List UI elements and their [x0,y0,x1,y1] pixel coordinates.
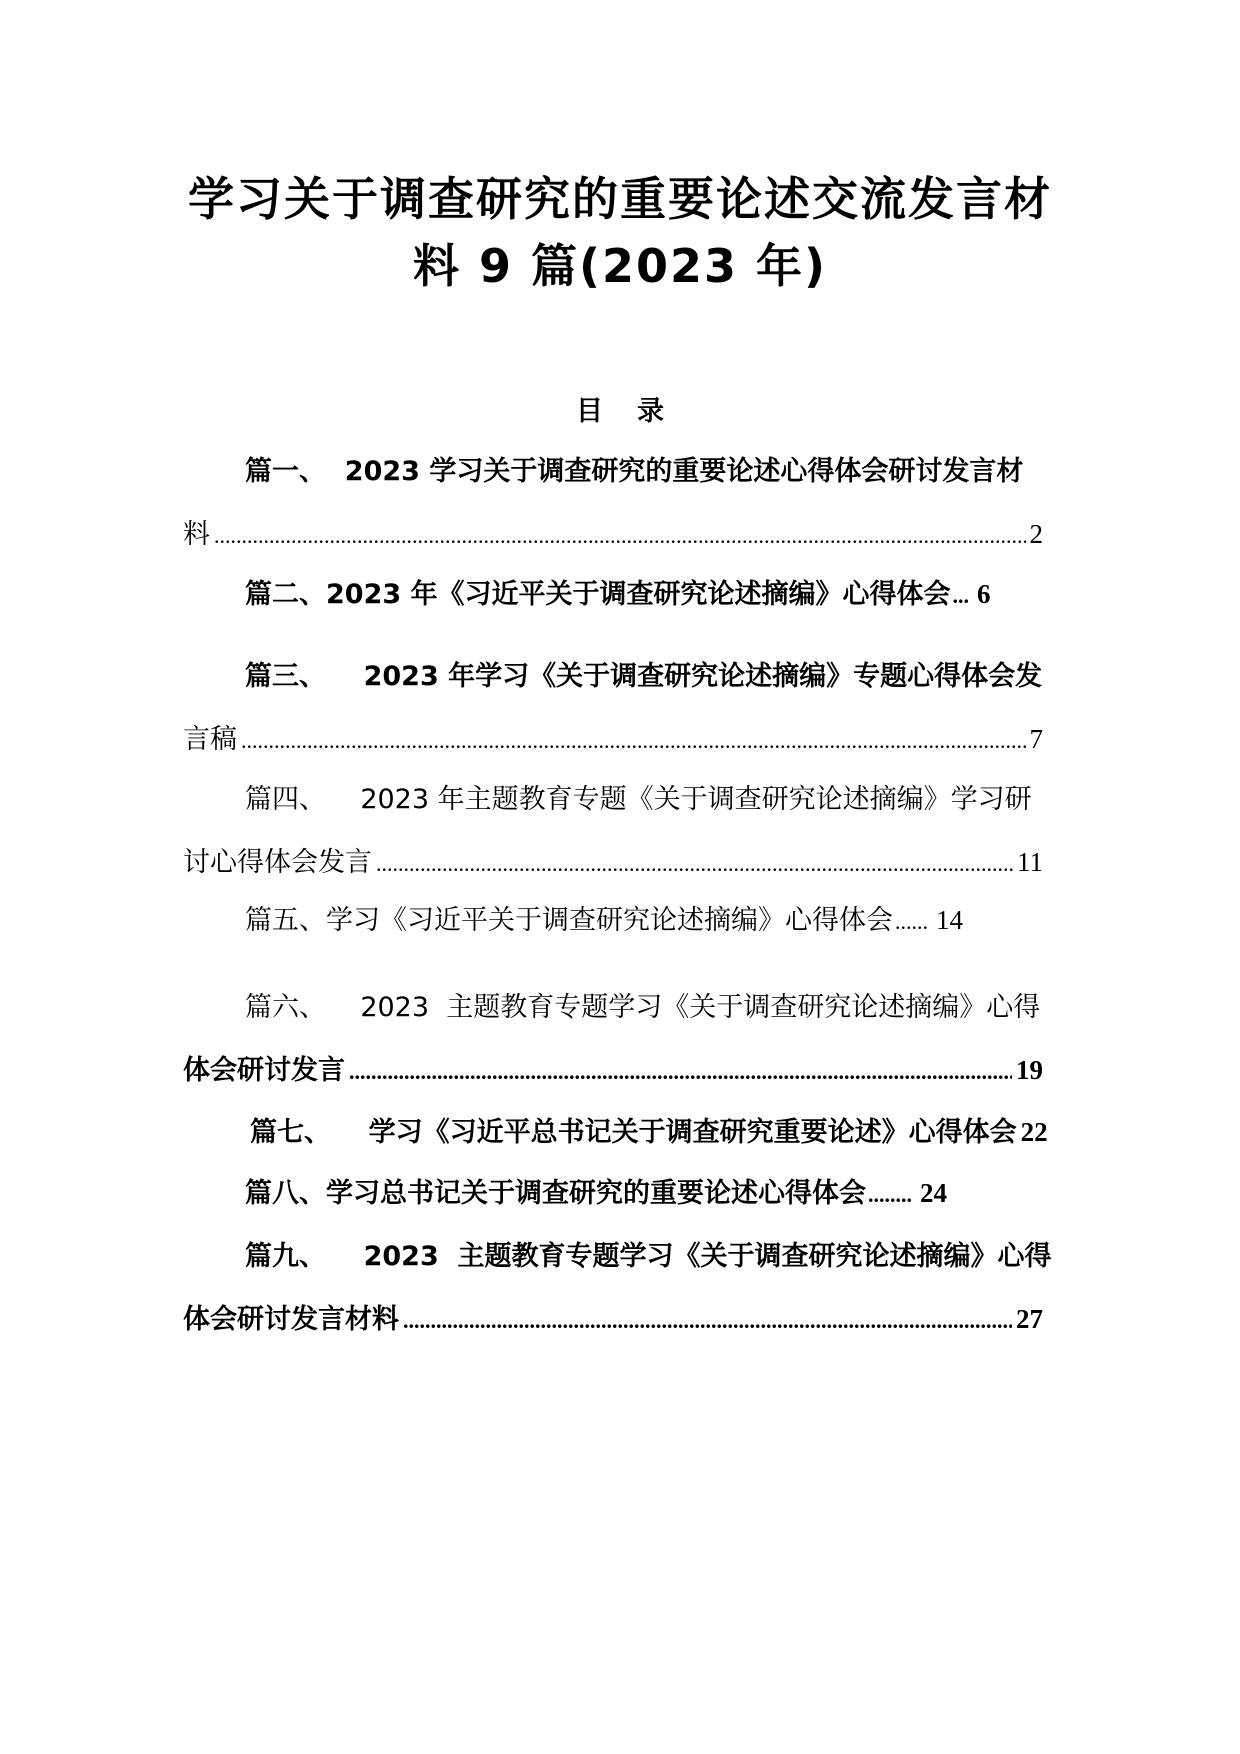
toc-entry-2[interactable]: 篇二、2023 年《习近平关于调查研究论述摘编》心得体会 ... 6 [245,577,991,611]
toc-entry-9-line-2[interactable]: 体会研讨发言材料 ..... 27 [183,1302,1043,1336]
toc-entry-3-line-2[interactable]: 言稿 ..... 7 [183,722,1043,756]
toc-entry-2-leader: ... [952,583,970,608]
toc-entry-1-line-1[interactable]: 篇一、 2023 学习关于调查研究的重要论述心得体会研讨发言材 [245,456,1024,487]
toc-entry-9-page: 27 [1016,1304,1043,1334]
toc-leader-dots [403,1304,1012,1338]
document-title-line-2: 料 9 篇(2023 年) [412,239,828,293]
toc-heading [0,398,1240,425]
toc-entry-9-line-1[interactable]: 篇九、 2023 主题教育专题学习《关于调查研究论述摘编》心得 [245,1241,1052,1272]
toc-heading-char-2: 录 [637,396,664,427]
toc-entry-4-page: 11 [1017,847,1043,877]
toc-leader-dots [241,724,1026,758]
toc-leader-dots [349,1055,1012,1089]
toc-entry-5-leader: ...... [895,909,928,934]
toc-entry-7-page: 22 [1020,1117,1048,1147]
toc-leader-dots [214,519,1026,553]
toc-entry-5-page: 14 [936,905,963,935]
document-title-line-1: 学习关于调查研究的重要论述交流发言材 [188,172,1052,226]
toc-heading-char-1: 目 [576,396,603,427]
toc-entry-2-page: 6 [977,579,991,609]
toc-entry-4-line-2[interactable]: 讨心得体会发言 ..... 11 [183,845,1043,879]
toc-entry-6-line-1[interactable]: 篇六、 2023 主题教育专题学习《关于调查研究论述摘编》心得 [245,992,1041,1023]
toc-entry-8-leader: ........ [868,1182,912,1207]
toc-leader-dots [376,847,1013,881]
toc-entry-3-page: 7 [1029,724,1043,754]
toc-entry-1-line-2[interactable]: 料 ..... 2 [183,517,1043,551]
toc-entry-1-page: 2 [1029,519,1043,549]
toc-entry-7[interactable]: 篇七、 学习《习近平总书记关于调查研究重要论述》心得体会 22 [250,1117,1048,1148]
toc-entry-6-page: 19 [1016,1055,1043,1085]
toc-entry-5[interactable]: 篇五、学习《习近平关于调查研究论述摘编》心得体会 ...... 14 [245,903,963,937]
toc-entry-8-page: 24 [920,1178,947,1208]
toc-entry-6-line-2[interactable]: 体会研讨发言 ..... 19 [183,1053,1043,1087]
toc-entry-3-line-1[interactable]: 篇三、 2023 年学习《关于调查研究论述摘编》专题心得体会发 [245,661,1043,692]
toc-entry-4-line-1[interactable]: 篇四、 2023 年主题教育专题《关于调查研究论述摘编》学习研 [245,784,1032,815]
toc-entry-8[interactable]: 篇八、学习总书记关于调查研究的重要论述心得体会 ........ 24 [245,1176,947,1210]
